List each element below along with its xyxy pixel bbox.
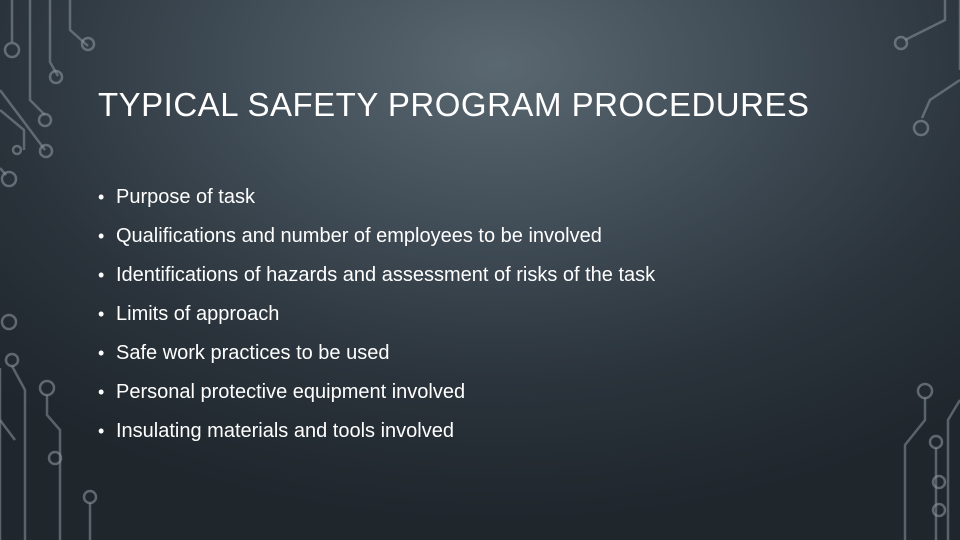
bullet-text: Identifications of hazards and assessment of risks of the task: [116, 264, 656, 286]
list-item: [98, 334, 655, 373]
list-item: [98, 217, 655, 256]
list-item: [98, 295, 655, 334]
list-item: [98, 412, 655, 451]
bullet-text: Purpose of task: [116, 186, 255, 208]
bullet-icon: •: [98, 342, 105, 363]
bullet-text: Qualifications and number of employees to be involved: [116, 225, 602, 247]
bullet-icon: •: [98, 186, 105, 207]
slide-title: TYPICAL SAFETY PROGRAM PROCEDURES: [98, 86, 810, 123]
circuit-top-left: [0, 0, 94, 186]
circuit-top-right: [895, 0, 960, 135]
bullet-icon: •: [98, 264, 105, 285]
bullet-text: Insulating materials and tools involved: [116, 420, 454, 442]
bullet-text: Personal protective equipment involved: [116, 381, 466, 403]
bullet-icon: •: [98, 225, 105, 246]
bullet-icon: •: [98, 381, 105, 402]
circuit-bottom-right: [905, 384, 960, 540]
list-item: [98, 256, 655, 295]
circuit-bottom-left: [0, 315, 96, 540]
bullet-text: Safe work practices to be used: [116, 342, 390, 364]
list-item: [98, 373, 655, 412]
list-item: [98, 178, 655, 217]
bullet-icon: •: [98, 303, 105, 324]
bullet-list: [98, 178, 655, 451]
bullet-icon: •: [98, 420, 105, 441]
bullet-text: Limits of approach: [116, 303, 280, 325]
